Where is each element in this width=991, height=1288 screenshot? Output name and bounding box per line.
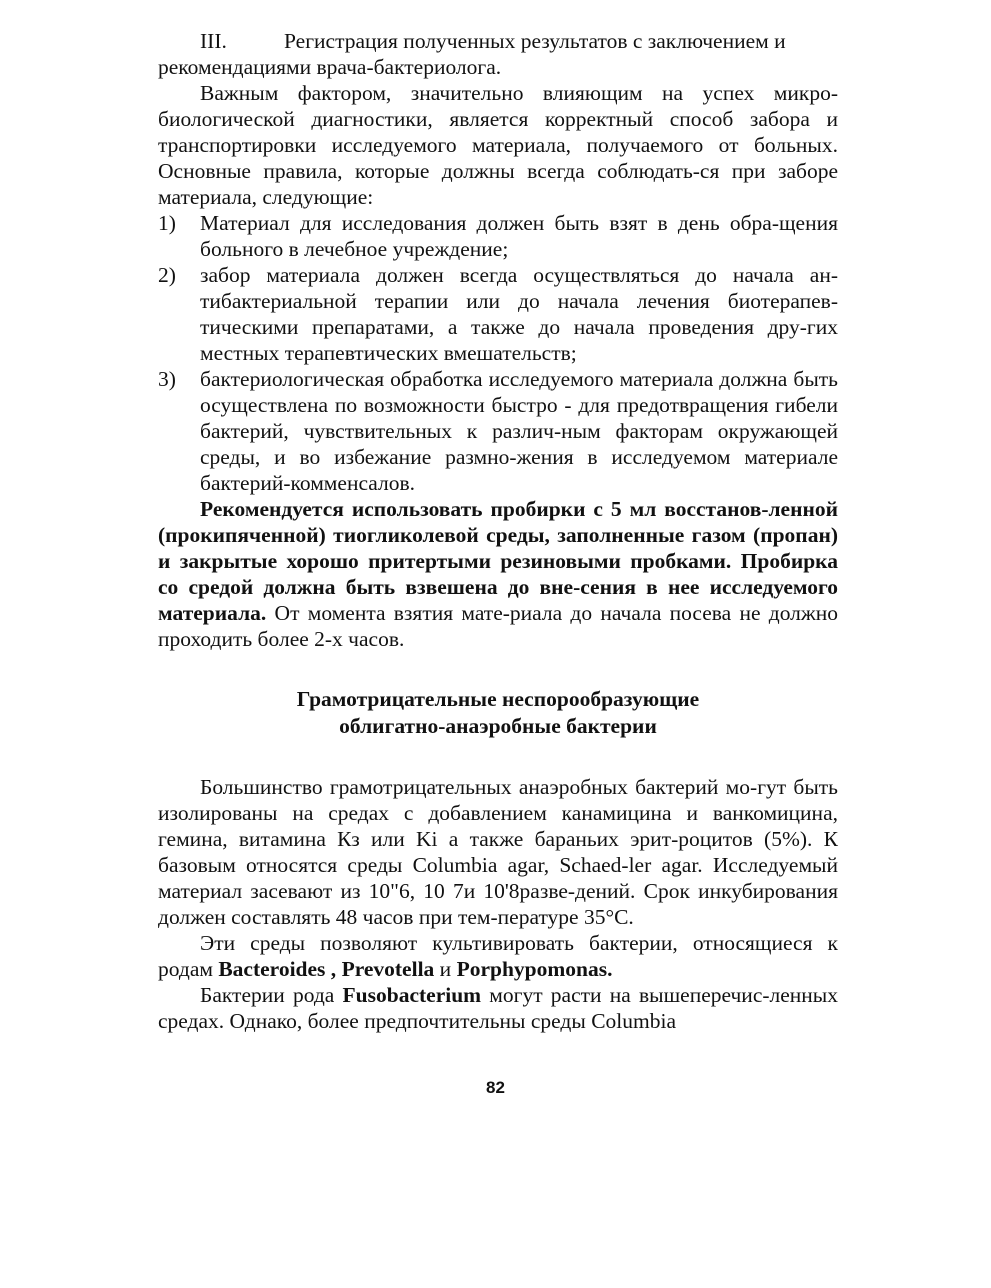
- list-item-text: забор материала должен всегда осуществляться до начала ан-тибактериальной терапии или до начала лечения биотерапев-тическими препаратами, а также до начала проведения дру-гих местных терапевтических вмешательств;: [200, 263, 838, 365]
- list-item-number: 2): [158, 263, 176, 287]
- section-heading: [158, 28, 838, 54]
- document-page: [158, 28, 838, 1034]
- fuso-text-end: могут расти на вышеперечис-ленных средах. Однако, более предпочтительны среды Columbia: [158, 983, 838, 1033]
- heading-line-2: облигатно-анаэробные бактерии: [339, 714, 657, 738]
- list-item: [158, 262, 838, 366]
- intro-paragraph: Важным фактором, значительно влияющим на успех микро-биологической диагностики, является корректный способ забора и транспортировки исследуемого материала, получаемого от больных. Основные правила, которые должны всегда соблюдать-ся при заборе материала, следующие:: [158, 81, 838, 209]
- genera-text: Эти среды позволяют культивировать бактерии, относящиеся к родам: [158, 931, 838, 981]
- section-number: III.: [200, 29, 227, 53]
- list-item-text: бактериологическая обработка исследуемого материала должна быть осуществлена по возможности быстро - для предотвращения гибели бактерий, чувствительных к различ-ным факторам окружающей среды, и во избежание размно-жения в исследуемом материале бактерий-комменсалов.: [200, 367, 838, 495]
- media-paragraph: Большинство грамотрицательных анаэробных бактерий мо-гут быть изолированы на средах с добавлением канамицина и ванкомицина, гемина, витамина Кз или Ki а также бараньих эрит-роцитов (5%). К базовым относятся среды Columbia agar, Schaed-ler agar. Исследуемый материал засевают из 10"6, 10 7и 10'8разве-дений. Срок инкубирования должен составлять 48 часов при тем-пературе 35°С.: [158, 775, 838, 929]
- fusobacterium-paragraph: [158, 982, 838, 1034]
- genus-porphypomonas: Porphypomonas.: [456, 957, 613, 981]
- fuso-text-start: Бактерии рода: [200, 983, 343, 1007]
- genus-fusobacterium: Fusobacterium: [342, 983, 482, 1007]
- section-title: Регистрация полученных результатов с заключением и: [284, 29, 786, 53]
- page-number: 82: [486, 1078, 505, 1097]
- genus-prevotella: Prevotella: [341, 957, 435, 981]
- list-item: [158, 210, 838, 262]
- chapter-heading: [158, 686, 838, 740]
- recommendation-paragraph: [158, 496, 838, 652]
- list-item-number: 3): [158, 367, 176, 391]
- list-item-text: Материал для исследования должен быть взят в день обра-щения больного в лечебное учреждение;: [200, 211, 838, 261]
- recommendation-bold-text: Рекомендуется использовать пробирки с 5 мл восстанов-ленной (прокипяченной) тиогликолевой среды, заполненные газом (пропан) и закрытые хорошо притертыми резиновыми пробками. Пробирка со средой должна быть взвешена до вне-сения в нее исследуемого материала.: [158, 497, 838, 625]
- rules-list: [158, 210, 838, 496]
- heading-line-1: Грамотрицательные неспорообразующие: [296, 687, 700, 711]
- genera-paragraph: [158, 930, 838, 982]
- section-title-continuation: рекомендациями врача-бактериолога.: [158, 55, 502, 79]
- genera-conjunction: и: [434, 957, 457, 981]
- genus-bacteroides: Bacteroides ,: [218, 957, 337, 981]
- list-item: [158, 366, 838, 496]
- list-item-number: 1): [158, 211, 176, 235]
- recommendation-text: От момента взятия мате-риала до начала посева не должно проходить более 2-х часов.: [158, 601, 838, 651]
